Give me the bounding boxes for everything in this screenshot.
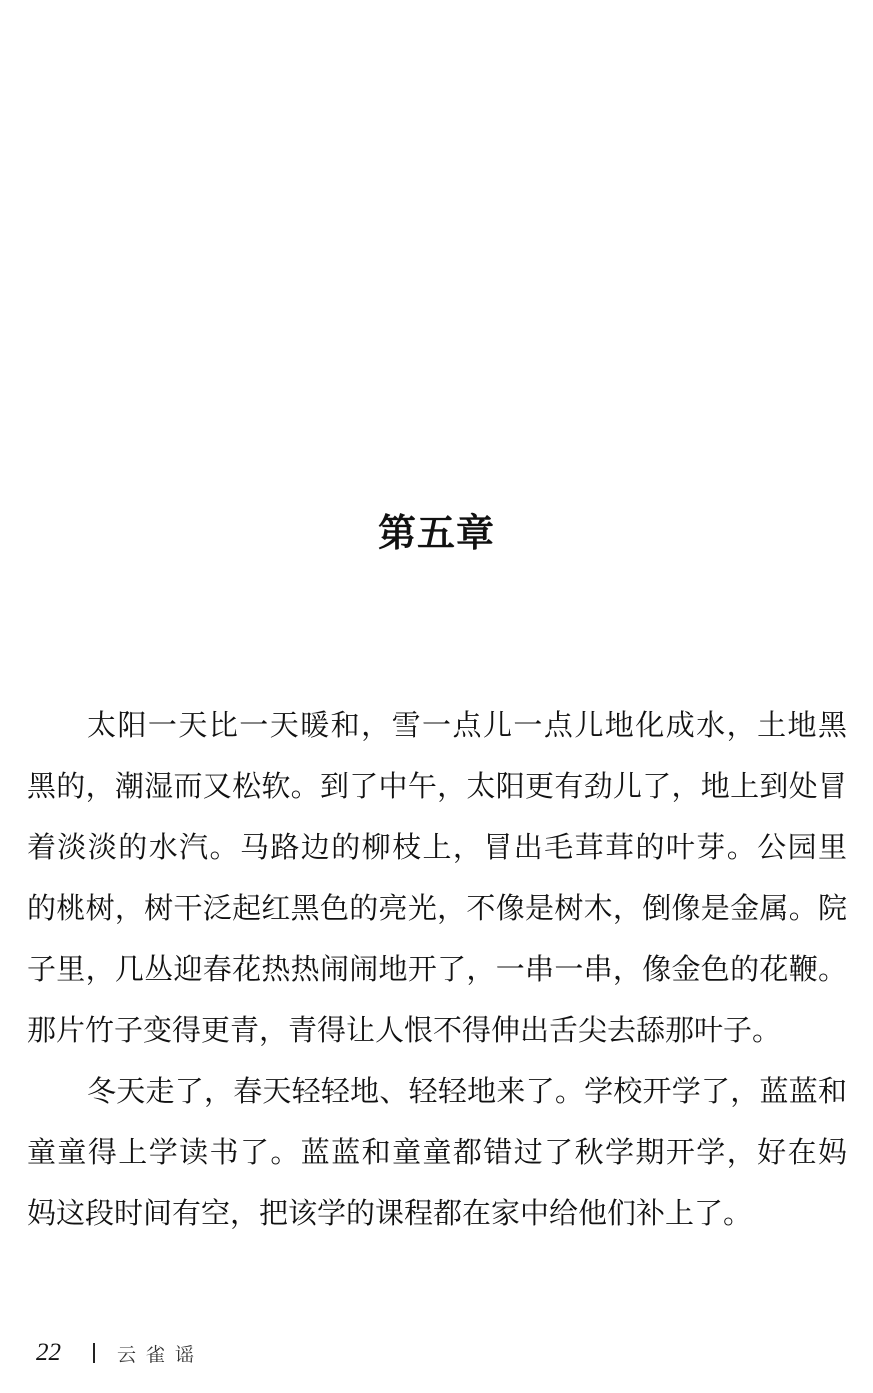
page-footer — [36, 1336, 204, 1370]
text-line: 着淡淡的水汽。马路边的柳枝上，冒出毛茸茸的叶芽。公园里 — [27, 830, 847, 864]
footer-divider — [93, 1343, 95, 1363]
page-number: 22 — [36, 1339, 61, 1366]
paragraph-1 — [27, 695, 847, 1061]
body-text — [27, 695, 847, 1244]
text-line: 太阳一天比一天暖和，雪一点儿一点儿地化成水，土地黑 — [87, 708, 847, 742]
text-line: 那片竹子变得更青，青得让人恨不得伸出舌尖去舔那叶子。 — [27, 1013, 782, 1047]
text-line: 黑的，潮湿而又松软。到了中午，太阳更有劲儿了，地上到处冒 — [27, 769, 847, 803]
text-line: 的桃树，树干泛起红黑色的亮光，不像是树木，倒像是金属。院 — [27, 891, 847, 925]
text-line: 妈这段时间有空，把该学的课程都在家中给他们补上了。 — [27, 1196, 753, 1230]
text-line: 子里，几丛迎春花热热闹闹地开了，一串一串，像金色的花鞭。 — [27, 952, 847, 986]
running-book-title: 云雀谣 — [117, 1343, 205, 1366]
paragraph-2 — [27, 1061, 847, 1244]
text-line: 冬天走了，春天轻轻地、轻轻地来了。学校开学了，蓝蓝和 — [87, 1074, 847, 1108]
text-line: 童童得上学读书了。蓝蓝和童童都错过了秋学期开学，好在妈 — [27, 1135, 847, 1169]
chapter-title: 第五章 — [377, 511, 495, 556]
